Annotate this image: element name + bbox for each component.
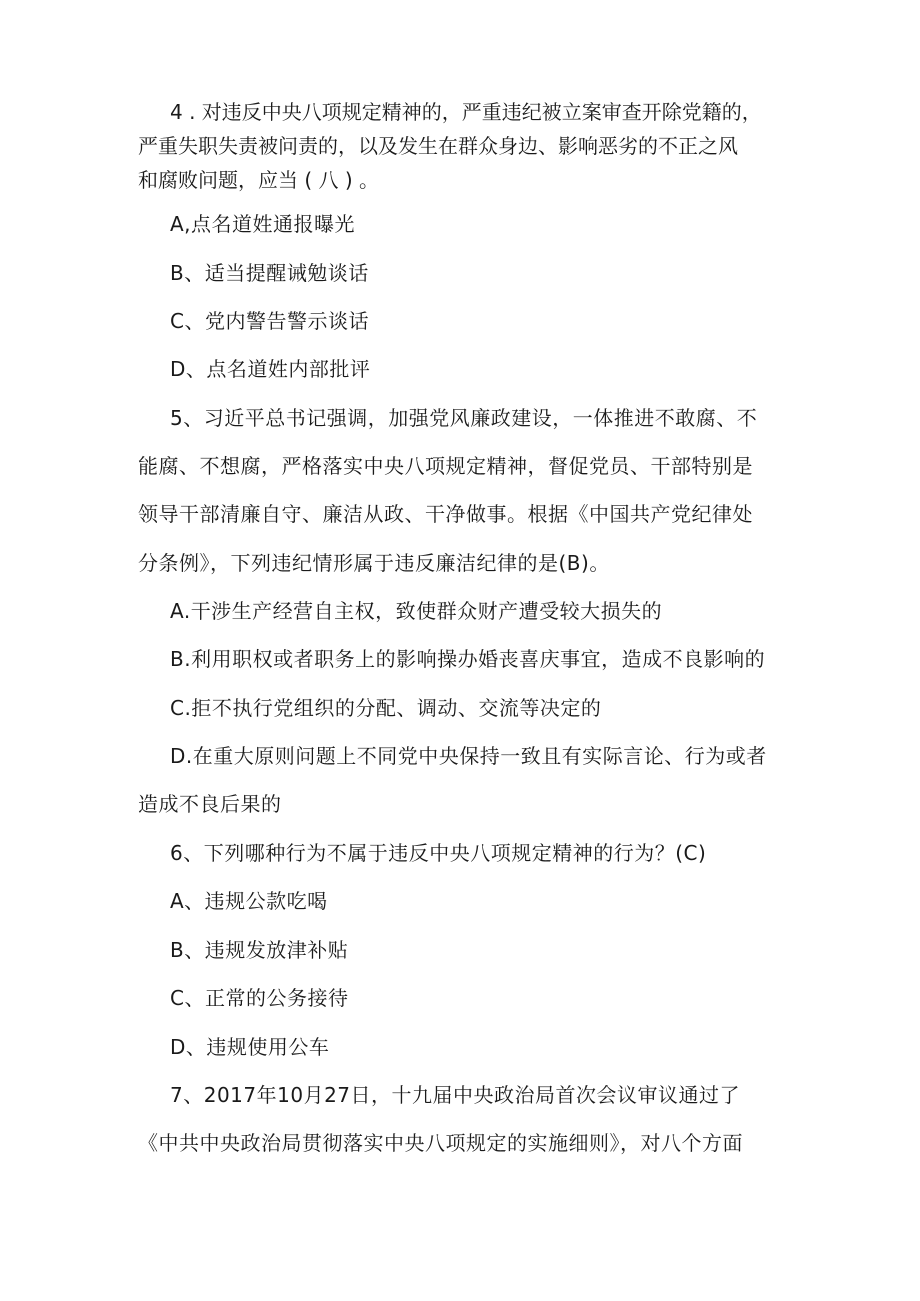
q5-line-4: 分条例》，下列违纪情形属于违反廉洁纪律的是(B)。: [138, 551, 610, 575]
q5-option-c: C.拒不执行党组织的分配、调动、交流等决定的: [170, 696, 602, 720]
q6-option-d: D、违规使用公车: [170, 1035, 330, 1059]
q5-line-1: 5、习近平总书记强调，加强党风廉政建设，一体推进不敢腐、不: [170, 406, 758, 430]
q6-line-1: 6、下列哪种行为不属于违反中央八项规定精神的行为？(C): [170, 841, 707, 865]
q7-line-2: 《中共中央政治局贯彻落实中央八项规定的实施细则》，对八个方面: [138, 1131, 743, 1155]
q6-option-c: C、正常的公务接待: [170, 986, 349, 1010]
q5-line-2: 能腐、不想腐，严格落实中央八项规定精神，督促党员、干部特别是: [138, 454, 753, 478]
q4-line-3: 和腐败问题，应当 ( 八 ) 。: [138, 168, 380, 192]
q6-option-a: A、违规公款吃喝: [170, 889, 328, 913]
q5-option-b: B.利用职权或者职务上的影响操办婚丧喜庆事宜，造成不良影响的: [170, 647, 766, 671]
q7-line-1: 7、2017年10月27日，十九届中央政治局首次会议审议通过了: [170, 1083, 741, 1107]
q5-line-3: 领导干部清廉自守、廉洁从政、干净做事。根据《中国共产党纪律处: [138, 502, 753, 526]
q5-option-a: A.干涉生产经营自主权，致使群众财产遭受较大损失的: [170, 599, 663, 623]
q5-option-d-continued: 造成不良后果的: [138, 792, 282, 816]
q4-line-1: 4 . 对违反中央八项规定精神的，严重违纪被立案审查开除党籍的，: [170, 100, 762, 124]
q4-option-b: B、适当提醒诫勉谈话: [170, 261, 369, 285]
q4-option-d: D、点名道姓内部批评: [170, 357, 371, 381]
q6-option-b: B、违规发放津补贴: [170, 938, 349, 962]
q4-line-2: 严重失职失责被问责的，以及发生在群众身边、影响恶劣的不正之风: [138, 134, 738, 158]
q5-option-d: D.在重大原则问题上不同党中央保持一致且有实际言论、行为或者: [170, 744, 767, 768]
q4-option-c: C、党内警告警示谈话: [170, 309, 369, 333]
q4-option-a: A,点名道姓通报曝光: [170, 212, 356, 236]
